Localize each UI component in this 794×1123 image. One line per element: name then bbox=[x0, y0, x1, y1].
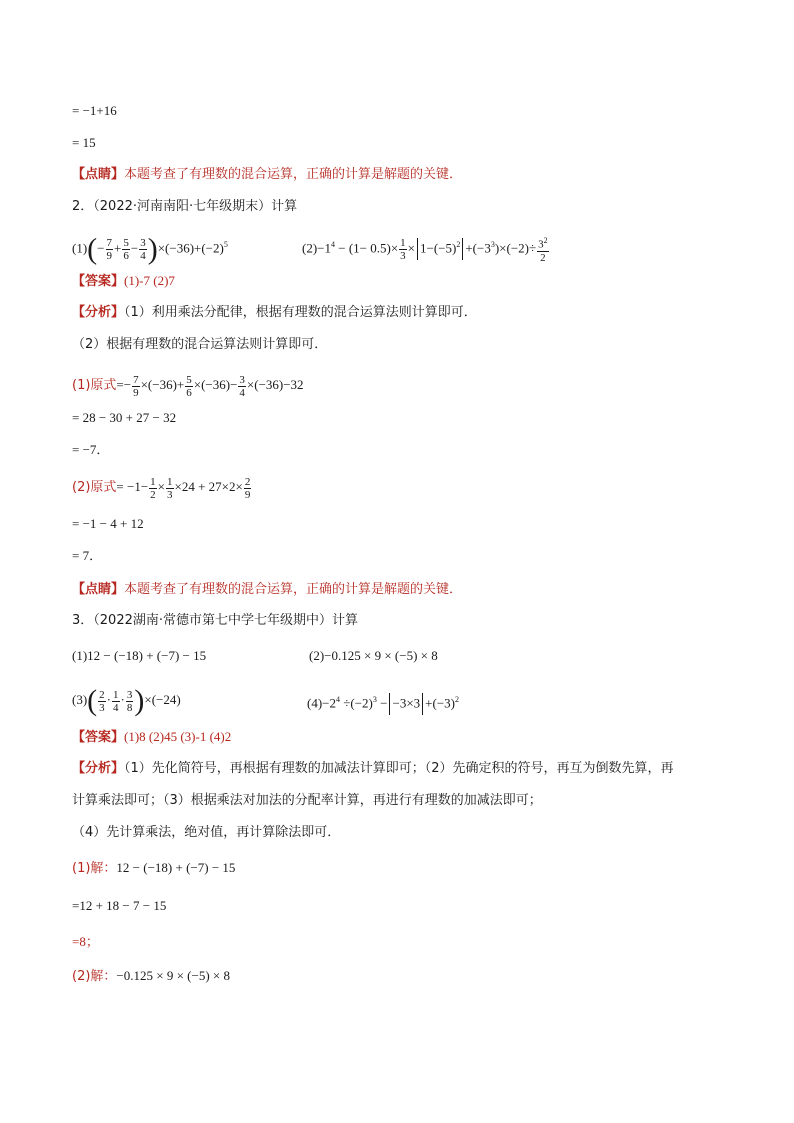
solution-label: (2)解： bbox=[72, 969, 117, 984]
analysis-block bbox=[72, 303, 477, 323]
analysis-text: （1）先化简符号，再根据有理数的加减法计算即可；（2）先确定积的符号，再互为倒数先算，再 bbox=[124, 761, 674, 776]
analysis-text: （4）先计算乘法，绝对值，再计算除法即可． bbox=[72, 825, 341, 840]
expression-1: (1)(− $\frac{7}{9}$ + $\frac{5}{6}$ − $\frac{3}{4}$ )$\times(-36)+(-2)^5$ bbox=[72, 232, 228, 266]
expression-1: (1)12 − (−18) + (−7) − 15 bbox=[72, 648, 207, 663]
answer-tag: 【答案】 bbox=[72, 730, 125, 745]
analysis-tag: 【分析】 bbox=[72, 761, 125, 776]
solution-line: (1)原式=− $\frac{7}{9}$ ×(−36)+ $\frac{5}{6}$ ×(−36)− $\frac{3}{4}$ ×(−36)−32 bbox=[72, 373, 304, 399]
answer-block bbox=[72, 727, 231, 748]
note-tag: 【点睛】 bbox=[72, 582, 125, 597]
expr-label: (3) bbox=[72, 692, 88, 707]
step-line: =12 + 18 − 7 − 15 bbox=[72, 898, 167, 913]
analysis-block bbox=[72, 759, 674, 779]
solution-expr: −0.125 × 9 × (−5) × 8 bbox=[116, 968, 230, 983]
solution-line bbox=[72, 858, 235, 879]
note-block bbox=[72, 580, 462, 600]
step-line: = 7． bbox=[72, 548, 103, 563]
step-line: = −1 − 4 + 12 bbox=[72, 516, 144, 531]
answer-text: (1)8 (2)45 (3)-1 (4)2 bbox=[124, 729, 232, 744]
expr-label: (1) bbox=[72, 240, 88, 256]
expression-2: $(2)-1^4 - (1- 0.5)\times$ $\frac{1}{3}$ × $1-(-5)^2 +(-3^3)\times(-2)\div$ $\frac{3^2}{2}$ bbox=[302, 236, 548, 264]
note-block bbox=[72, 165, 462, 185]
analysis-tag: 【分析】 bbox=[72, 305, 125, 320]
expression-2: (2)−0.125 × 9 × (−5) × 8 bbox=[309, 648, 438, 663]
solution-label: (1)原式 bbox=[72, 378, 117, 393]
solution-line bbox=[72, 966, 230, 987]
answer-text: (1)-7 (2)7 bbox=[124, 273, 175, 288]
analysis-text: 计算乘法即可；（3）根据乘法对加法的分配率计算，再进行有理数的加减法即可； bbox=[72, 793, 542, 808]
solution-line: (2)原式= −1− $\frac{1}{2}$ × $\frac{1}{3}$ ×24 + 27×2× $\frac{2}{9}$ bbox=[72, 475, 251, 501]
expression-4: $(4)-2^4 \div(-2)^3 - -3\times 3 +(-3)^2$ bbox=[307, 683, 459, 717]
analysis-text: （1）利用乘法分配律，根据有理数的混合运算法则计算即可． bbox=[124, 305, 477, 320]
solution-label: (1)解： bbox=[72, 861, 117, 876]
answer-block bbox=[72, 271, 175, 292]
analysis-text: （2）根据有理数的混合运算法则计算即可． bbox=[72, 337, 328, 352]
question-heading: 2．（2022·河南南阳·七年级期末）计算 bbox=[72, 199, 298, 214]
expr-label: (4) bbox=[307, 695, 323, 711]
step-line: = −7． bbox=[72, 442, 110, 457]
answer-tag: 【答案】 bbox=[72, 274, 125, 289]
expr-label: (2) bbox=[302, 240, 318, 256]
step-line: =8； bbox=[72, 934, 99, 949]
step-line: = 15 bbox=[72, 135, 96, 150]
note-text: 本题考查了有理数的混合运算，正确的计算是解题的关键． bbox=[124, 167, 463, 182]
note-text: 本题考查了有理数的混合运算，正确的计算是解题的关键． bbox=[124, 582, 463, 597]
note-tag: 【点睛】 bbox=[72, 167, 125, 182]
step-line: = 28 − 30 + 27 − 32 bbox=[72, 410, 177, 425]
solution-expr: 12 − (−18) + (−7) − 15 bbox=[116, 860, 236, 875]
step-line: = −1+16 bbox=[72, 103, 117, 118]
question-heading: 3．（2022湖南·常德市第七中学七年级期中）计算 bbox=[72, 613, 358, 628]
expression-3: (3)( $\frac{2}{3}$ · $\frac{1}{4}$ · $\frac{3}{8}$ )×(−24) bbox=[72, 684, 181, 718]
solution-label: (2)原式 bbox=[72, 480, 117, 495]
